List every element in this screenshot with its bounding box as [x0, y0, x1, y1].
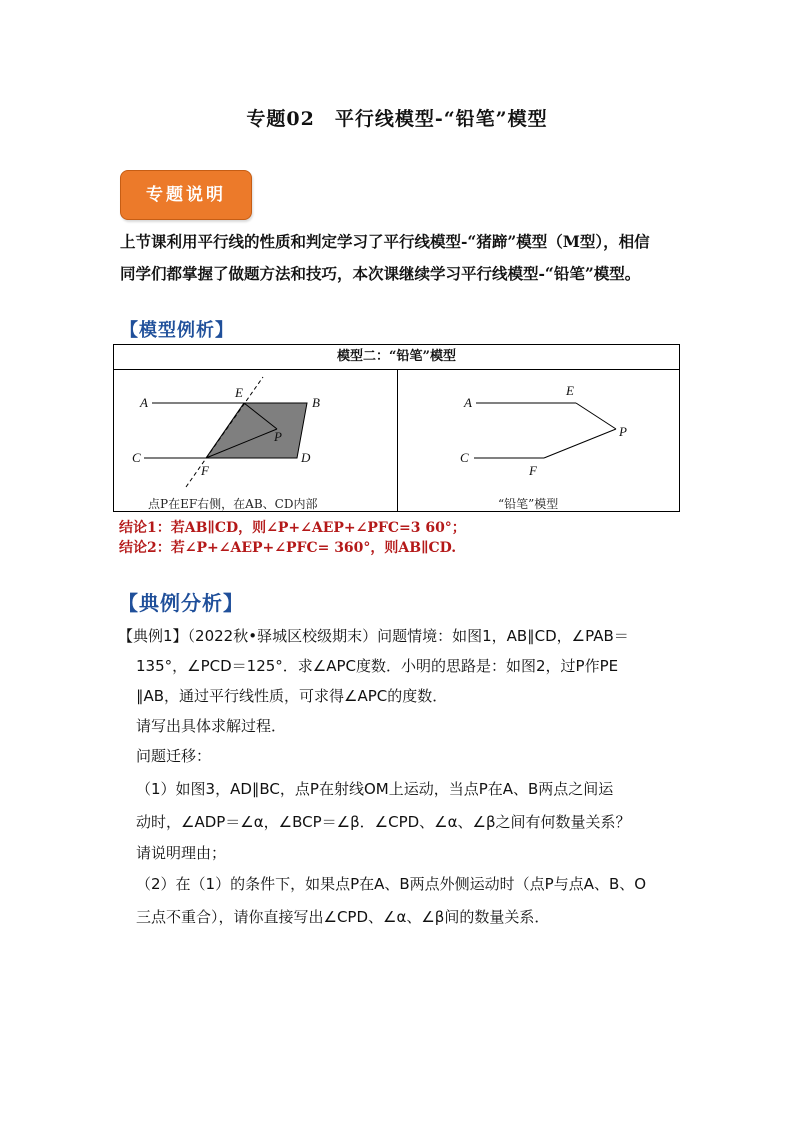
intro-line-2: 同学们都掌握了做题方法和技巧，本次课继续学习平行线模型-“铅笔”模型。: [120, 264, 641, 283]
label-e: E: [235, 385, 243, 400]
label-d: D: [301, 450, 311, 465]
segment-ep: [576, 403, 616, 429]
section-model-heading: 【模型例析】: [120, 320, 234, 341]
example-line-1: 【典例1】（2022秋•驿城区校级期末）问题情境：如图1，AB∥CD，∠PAB＝: [118, 627, 629, 645]
label-a: A: [464, 395, 472, 410]
example-line-5: 问题迁移：: [136, 747, 212, 765]
conclusion-2: 结论2：若∠P+∠AEP+∠PFC= 360°，则AB∥CD.: [119, 540, 457, 556]
label-f: F: [201, 463, 209, 478]
label-c: C: [460, 450, 469, 465]
conclusion-1: 结论1：若AB∥CD，则∠P+∠AEP+∠PFC=3 60°；: [119, 520, 466, 536]
label-a: A: [140, 395, 148, 410]
label-f: F: [529, 463, 537, 478]
label-c: C: [132, 450, 141, 465]
model-table-header: 模型二：“铅笔”模型: [114, 345, 679, 370]
model-table: [113, 344, 680, 512]
example-line-10: 三点不重合），请你直接写出∠CPD、∠α、∠β间的数量关系．: [136, 908, 550, 926]
topic-description-badge: 专题说明: [120, 170, 252, 220]
example-line-9: （2）在（1）的条件下，如果点P在A、B两点外侧运动时（点P与点A、B、O: [136, 875, 647, 893]
example-line-2: 135°，∠PCD＝125°．求∠APC度数．小明的思路是：如图2，过P作PE: [136, 657, 619, 675]
label-b: B: [312, 395, 320, 410]
right-figure-caption: “铅笔”模型: [498, 497, 559, 511]
shaded-region: [206, 403, 307, 458]
intro-line-1: 上节课利用平行线的性质和判定学习了平行线模型-“猪蹄”模型（M型），相信: [120, 232, 650, 251]
left-figure-caption: 点P在EF右侧，在AB、CD内部: [148, 497, 318, 511]
page-title: 专题02 平行线模型-“铅笔”模型: [246, 108, 548, 130]
segment-pf: [544, 429, 616, 458]
example-line-8: 请说明理由；: [136, 844, 227, 862]
right-figure: [398, 369, 680, 489]
label-p: P: [274, 429, 282, 444]
example-line-3: ∥AB，通过平行线性质，可求得∠APC的度数．: [136, 687, 448, 705]
label-p: P: [619, 424, 627, 439]
label-e: E: [566, 383, 574, 398]
left-figure: [114, 369, 397, 489]
example-line-6: （1）如图3，AD∥BC，点P在射线OM上运动，当点P在A、B两点之间运: [136, 780, 614, 798]
section-examples-heading: 【典例分析】: [118, 591, 244, 615]
intro-paragraph: [120, 226, 690, 290]
example-line-4: 请写出具体求解过程．: [136, 717, 287, 735]
example-line-7: 动时，∠ADP＝∠α，∠BCP＝∠β．∠CPD、∠α、∠β之间有何数量关系？: [136, 813, 631, 831]
